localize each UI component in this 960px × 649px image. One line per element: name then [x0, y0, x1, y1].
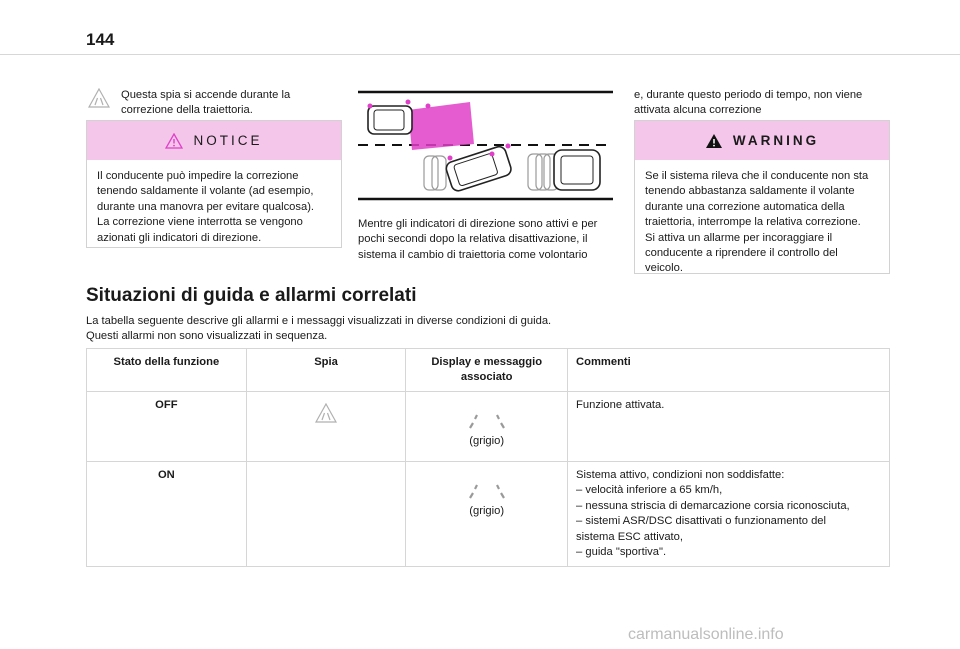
- table-row: [87, 462, 890, 567]
- warning-title: WARNING: [732, 133, 820, 148]
- row-comments: [568, 462, 890, 567]
- top-note-text: [121, 88, 290, 119]
- comment-line: Funzione attivata.: [576, 399, 665, 411]
- notice-line: azionati gli indicatori di direzione.: [97, 231, 262, 244]
- lane-lines-icon: [462, 408, 512, 430]
- notice-line: Il conducente può impedire la correzione: [97, 170, 299, 182]
- top-note-line: correzione della traiettoria.: [121, 104, 253, 117]
- table-header-row: [87, 349, 890, 392]
- warning-line: tenendo abbastanza saldamente il volante: [645, 185, 855, 198]
- watermark[interactable]: carmanualsonline.info: [628, 626, 784, 643]
- warning-line: conducente a riprendere il controllo del: [645, 247, 838, 260]
- comment-line: Sistema attivo, condizioni non soddisfatte:: [576, 469, 785, 481]
- header-display-line: Display e messaggio: [431, 356, 543, 368]
- warning-box: [634, 120, 890, 274]
- row-state: ON: [87, 462, 247, 567]
- comment-line: – sistemi ASR/DSC disattivati o funzionamento del: [576, 515, 827, 528]
- row-display: [406, 392, 568, 462]
- header-display-line: associato: [460, 371, 513, 383]
- notice-line: tenendo saldamente il volante (ad esempio,: [97, 185, 314, 198]
- warning-triangle-icon: [165, 133, 183, 149]
- section-intro: [86, 314, 551, 345]
- lane-warning-icon: [315, 403, 337, 423]
- warning-line: Se il sistema rileva che il conducente non sta: [645, 170, 869, 182]
- notice-title: NOTICE: [193, 133, 263, 148]
- lane-change-illustration: [358, 88, 613, 203]
- notice-body: [87, 160, 341, 255]
- right-line: attivata alcuna correzione: [634, 104, 762, 117]
- header-state: Stato della funzione: [87, 349, 247, 392]
- notice-header: [87, 121, 341, 160]
- warning-body: [635, 160, 889, 286]
- warning-line: Si attiva un allarme per incoraggiare il: [645, 231, 833, 244]
- header-comments: Commenti: [568, 349, 890, 392]
- top-note-line: Questa spia si accende durante la: [121, 89, 291, 101]
- intro-line: Questi allarmi non sono visualizzati in sequenza.: [86, 330, 328, 343]
- row-state: OFF: [87, 392, 247, 462]
- warning-line: traiettoria, interrompe la relativa correzione.: [645, 216, 861, 229]
- notice-box: [86, 120, 342, 248]
- alerts-table: [86, 348, 890, 567]
- intro-line: La tabella seguente descrive gli allarmi e i messaggi visualizzati in diverse condizioni di guida.: [86, 315, 552, 327]
- table-row: [87, 392, 890, 462]
- header-divider: [0, 54, 960, 55]
- comment-line: – nessuna striscia di demarcazione corsia riconosciuta,: [576, 499, 850, 512]
- lane-warning-icon: [88, 88, 110, 108]
- row-comments: [568, 392, 890, 462]
- warning-line: veicolo.: [645, 262, 683, 275]
- comment-line: – velocità inferiore a 65 km/h,: [576, 484, 723, 497]
- header-display: [406, 349, 568, 392]
- comment-line: – guida "sportiva".: [576, 546, 667, 559]
- middle-line: sistema il cambio di traiettoria come volontario: [358, 248, 588, 261]
- header-spia: Spia: [246, 349, 406, 392]
- row-display: [406, 462, 568, 567]
- display-caption: (grigio): [469, 505, 505, 517]
- comment-line: sistema ESC attivato,: [576, 530, 683, 543]
- notice-line: La correzione viene interrotta se vengono: [97, 216, 303, 229]
- notice-line: durante una manovra per evitare qualcosa).: [97, 200, 315, 213]
- display-caption: (grigio): [469, 435, 505, 447]
- middle-text: [358, 217, 597, 263]
- row-spia: [246, 392, 406, 462]
- row-spia: [246, 462, 406, 567]
- warning-line: durante una correzione automatica della: [645, 200, 845, 213]
- middle-line: pochi secondi dopo la relativa disattivazione, il: [358, 233, 588, 246]
- lane-lines-icon: [462, 478, 512, 500]
- section-title: Situazioni di guida e allarmi correlati: [86, 285, 417, 306]
- warning-header: [635, 121, 889, 160]
- right-text: [634, 88, 862, 119]
- middle-line: Mentre gli indicatori di direzione sono attivi e per: [358, 218, 598, 230]
- page-number: 144: [86, 30, 115, 49]
- right-line: e, durante questo periodo di tempo, non viene: [634, 89, 863, 101]
- warning-triangle-icon: [705, 133, 723, 149]
